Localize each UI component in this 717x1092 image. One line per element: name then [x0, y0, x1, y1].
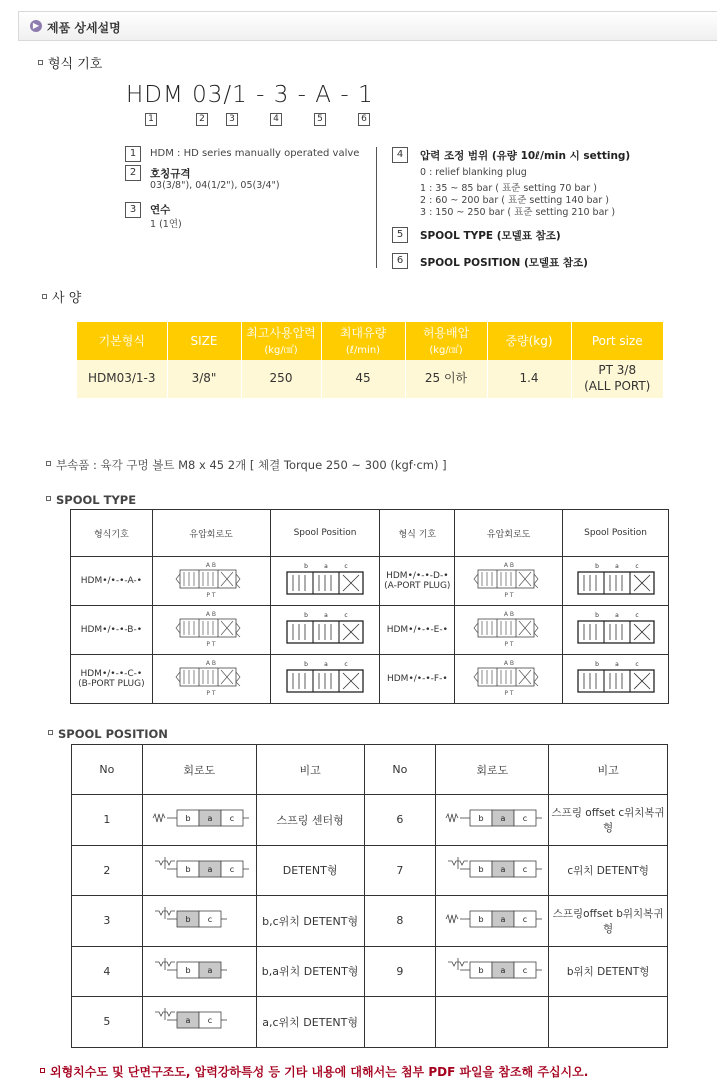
desc-4-line: 1 : 35 ~ 85 bar ( 표준 setting 70 bar ) [420, 183, 597, 194]
spool-position-icon [271, 560, 380, 603]
sp-header-cell: No [72, 745, 143, 795]
desc-num-5: 5 [392, 227, 408, 243]
sp-note-cell: b,c위치 DETENT형 [256, 896, 364, 947]
svg-text:b: b [478, 915, 484, 925]
sp-diagram-cell [436, 896, 549, 947]
spec-header-cell: 기본형식 [77, 322, 167, 360]
svg-text:c: c [344, 562, 348, 570]
desc-num-3: 3 [125, 202, 141, 218]
svg-text:a: a [207, 814, 213, 824]
spool-type-header-row [71, 510, 669, 557]
svg-text:a: a [614, 660, 619, 668]
spec-cell: 25 이하 [405, 360, 487, 398]
sp-no-cell: 2 [72, 845, 143, 896]
port-label-ab: A B [206, 659, 217, 667]
svg-text:a: a [324, 562, 328, 570]
svg-text:b: b [185, 864, 191, 874]
model-num-2: 2 [196, 113, 208, 126]
divider-line [376, 147, 377, 268]
spool-type-table [70, 509, 669, 704]
svg-text:a: a [500, 814, 506, 824]
sp-note-cell: a,c위치 DETENT형 [256, 997, 364, 1048]
spool-position-icon [563, 609, 668, 652]
st-circuit-cell [152, 557, 270, 606]
section-spool-position [48, 727, 168, 741]
sp-note-cell: 스프링offset b위치복귀형 [549, 896, 668, 947]
desc-5-head: SPOOL TYPE (모델표 참조) [420, 230, 561, 242]
model-num-5: 5 [314, 113, 326, 126]
st-position-cell [270, 655, 380, 704]
spec-cell: 3/8" [167, 360, 241, 398]
port-label-pt: P T [206, 689, 216, 697]
model-num-3: 3 [226, 113, 238, 126]
svg-text:a: a [614, 562, 619, 570]
sp-note-cell: 스프링 센터형 [256, 795, 364, 846]
st-model-cell: HDM•/•-•-E-• [380, 606, 455, 655]
svg-text:c: c [344, 660, 348, 668]
hydraulic-circuit-icon [153, 658, 270, 701]
sp-no-cell: 7 [364, 845, 436, 896]
section-header-bar [18, 11, 717, 41]
section-model-code-label: 형식 기호 [48, 57, 103, 72]
svg-text:c: c [634, 660, 639, 668]
section-spool-type [46, 493, 136, 507]
bullet-icon [46, 496, 51, 501]
st-position-cell [563, 557, 669, 606]
desc-num-2: 2 [125, 165, 141, 181]
svg-text:a: a [324, 611, 328, 619]
sp-diagram-cell [436, 845, 549, 896]
svg-text:b: b [594, 611, 599, 619]
sp-diagram-cell [436, 997, 549, 1048]
section-spec-label: 사 양 [52, 291, 82, 306]
svg-text:b: b [478, 965, 484, 975]
desc-3-head: 연수 [150, 204, 171, 216]
desc-4-head: 압력 조정 범위 (유량 10ℓ/min 시 setting) [420, 150, 631, 162]
sp-diagram-cell [142, 997, 256, 1048]
desc-2-text: 03(3/8"), 04(1/2"), 05(3/4") [150, 180, 280, 191]
port-label-pt: P T [504, 591, 514, 599]
spec-cell: 1.4 [487, 360, 571, 398]
svg-text:a: a [500, 965, 506, 975]
svg-text:b: b [304, 660, 308, 668]
st-model-cell: HDM•/•-•-F-• [380, 655, 455, 704]
spool-type-row [71, 557, 669, 606]
footer-note [40, 1063, 588, 1080]
bullet-icon [48, 730, 53, 735]
sp-diagram-cell [436, 946, 549, 997]
spool-position-row [72, 845, 668, 896]
st-header-cell: Spool Position [270, 510, 380, 557]
svg-text:a: a [614, 611, 619, 619]
st-header-cell: 유압회로도 [455, 510, 563, 557]
svg-text:c: c [634, 611, 639, 619]
spec-cell: HDM03/1-3 [77, 360, 167, 398]
bullet-icon [42, 294, 47, 299]
footer-text: 외형치수도 및 단면구조도, 압력강하특성 등 기타 내용에 대해서는 첨부 PDF 파일을 참조해 주십시오. [50, 1065, 589, 1079]
svg-text:a: a [207, 864, 213, 874]
sp-note-cell: c위치 DETENT형 [549, 845, 668, 896]
spool-detent-diagram-icon [143, 855, 256, 886]
spool-detent-diagram-icon [143, 1006, 256, 1037]
spool-position-row [72, 997, 668, 1048]
svg-text:a: a [500, 915, 506, 925]
spool-position-row [72, 795, 668, 846]
desc-4-line: 2 : 60 ~ 200 bar ( 표준 setting 140 bar ) [420, 195, 609, 206]
st-circuit-cell [455, 655, 563, 704]
port-label-ab: A B [503, 610, 514, 618]
svg-text:c: c [230, 864, 235, 874]
svg-text:c: c [208, 915, 213, 925]
spool-detent-diagram-icon [143, 804, 256, 835]
spec-table [77, 322, 663, 398]
spool-detent-diagram-icon [143, 956, 256, 987]
model-num-1: 1 [145, 113, 157, 126]
sp-header-cell: 비고 [549, 745, 668, 795]
sp-no-cell: 6 [364, 795, 436, 846]
spec-header-cell: SIZE [167, 322, 241, 360]
spool-detent-diagram-icon [436, 804, 548, 835]
st-header-cell: 형식기호 [71, 510, 153, 557]
st-position-cell [270, 557, 380, 606]
spool-position-icon [271, 609, 380, 652]
desc-6-head: SPOOL POSITION (모델표 참조) [420, 257, 588, 269]
bullet-icon [40, 1068, 45, 1073]
svg-text:c: c [230, 814, 235, 824]
arrow-circle-icon: ▶ [30, 20, 42, 32]
svg-text:a: a [324, 660, 328, 668]
section-spool-position-label: SPOOL POSITION [58, 727, 168, 741]
svg-text:b: b [478, 814, 484, 824]
svg-text:b: b [478, 864, 484, 874]
spool-position-icon [271, 658, 380, 701]
svg-text:b: b [185, 814, 191, 824]
spool-position-table [71, 744, 668, 1048]
sp-diagram-cell [142, 795, 256, 846]
desc-4-line: 0 : relief blanking plug [420, 167, 527, 178]
port-label-ab: A B [503, 561, 514, 569]
model-num-4: 4 [270, 113, 282, 126]
sp-no-cell: 3 [72, 896, 143, 947]
desc-2-head: 호칭규격 [150, 168, 191, 180]
sp-diagram-cell [142, 946, 256, 997]
spec-cell: 45 [321, 360, 405, 398]
spool-position-row [72, 896, 668, 947]
port-label-pt: P T [504, 689, 514, 697]
spool-type-row [71, 655, 669, 704]
st-header-cell: 형식 기호 [380, 510, 455, 557]
port-label-ab: A B [503, 659, 514, 667]
desc-num-4: 4 [392, 147, 408, 163]
sp-note-cell: 스프링 offset c위치복귀형 [549, 795, 668, 846]
sp-diagram-cell [142, 845, 256, 896]
st-circuit-cell [455, 606, 563, 655]
desc-num-1: 1 [125, 146, 141, 162]
spec-header-cell: 최고사용압력 (kg/㎠) [241, 322, 321, 360]
svg-text:c: c [208, 1016, 213, 1026]
spool-position-row [72, 946, 668, 997]
spec-header-row [77, 322, 663, 360]
svg-text:a: a [207, 965, 213, 975]
desc-num-6: 6 [392, 253, 408, 269]
st-model-cell: HDM•/•-•-A-• [71, 557, 153, 606]
st-position-cell [563, 655, 669, 704]
svg-text:b: b [594, 562, 599, 570]
sp-note-cell [549, 997, 668, 1048]
svg-text:a: a [185, 1016, 191, 1026]
section-spec [42, 287, 81, 306]
spool-position-icon [563, 560, 668, 603]
svg-text:c: c [523, 965, 528, 975]
sp-header-cell: No [364, 745, 436, 795]
spool-detent-diagram-icon [436, 855, 548, 886]
sp-diagram-cell [142, 896, 256, 947]
sp-diagram-cell [436, 795, 549, 846]
spool-position-header-row [72, 745, 668, 795]
spool-position-icon [563, 658, 668, 701]
st-circuit-cell [152, 655, 270, 704]
st-model-cell: HDM•/•-•-B-• [71, 606, 153, 655]
st-position-cell [563, 606, 669, 655]
svg-text:c: c [634, 562, 639, 570]
spool-detent-diagram-icon [436, 905, 548, 936]
svg-text:c: c [523, 814, 528, 824]
st-model-cell: HDM•/•-•-C-• (B-PORT PLUG) [71, 655, 153, 704]
model-num-6: 6 [358, 113, 370, 126]
svg-text:c: c [523, 864, 528, 874]
st-position-cell [270, 606, 380, 655]
hydraulic-circuit-icon [153, 560, 270, 603]
spec-header-cell: 중량(kg) [487, 322, 571, 360]
hydraulic-circuit-icon [455, 609, 562, 652]
spec-data-row [77, 360, 663, 398]
spool-type-row [71, 606, 669, 655]
sp-note-cell: DETENT형 [256, 845, 364, 896]
st-header-cell: 유압회로도 [152, 510, 270, 557]
accessory-line [46, 457, 447, 473]
bullet-icon [38, 60, 43, 65]
section-spool-type-label: SPOOL TYPE [56, 493, 137, 507]
spec-cell: 250 [241, 360, 321, 398]
sp-no-cell: 8 [364, 896, 436, 947]
desc-4-line: 3 : 150 ~ 250 bar ( 표준 setting 210 bar ) [420, 207, 616, 218]
desc-1-text: HDM : HD series manually operated valve [150, 148, 360, 159]
port-label-pt: P T [206, 591, 216, 599]
sp-header-cell: 회로도 [142, 745, 256, 795]
hydraulic-circuit-icon [455, 560, 562, 603]
port-label-ab: A B [206, 561, 217, 569]
spec-header-cell: 최대유량 (ℓ/min) [321, 322, 405, 360]
desc-3-text: 1 (1연) [150, 219, 182, 230]
st-circuit-cell [152, 606, 270, 655]
spool-detent-diagram-icon [143, 905, 256, 936]
bullet-icon [46, 461, 51, 466]
svg-text:c: c [523, 915, 528, 925]
st-header-cell: Spool Position [563, 510, 669, 557]
sp-note-cell: b,a위치 DETENT형 [256, 946, 364, 997]
st-model-cell: HDM•/•-•-D-• (A-PORT PLUG) [380, 557, 455, 606]
sp-no-cell: 1 [72, 795, 143, 846]
section-header-title: 제품 상세설명 [47, 21, 121, 35]
accessory-text: 부속품 : 육각 구멍 볼트 M8 x 45 2개 [ 체결 Torque 250 ~ 300 (kgf·cm) ] [56, 458, 447, 472]
svg-text:b: b [185, 965, 191, 975]
sp-no-cell [364, 997, 436, 1048]
spool-detent-diagram-icon [436, 956, 548, 987]
hydraulic-circuit-icon [153, 609, 270, 652]
svg-text:b: b [185, 915, 191, 925]
sp-no-cell: 9 [364, 946, 436, 997]
sp-no-cell: 4 [72, 946, 143, 997]
sp-header-cell: 비고 [256, 745, 364, 795]
svg-text:c: c [344, 611, 348, 619]
port-label-pt: P T [206, 640, 216, 648]
spec-header-cell: Port size [571, 322, 663, 360]
port-label-pt: P T [504, 640, 514, 648]
sp-note-cell: b위치 DETENT형 [549, 946, 668, 997]
sp-no-cell: 5 [72, 997, 143, 1048]
model-code: HDM 03/1 - 3 - A - 1 [126, 82, 374, 108]
svg-text:b: b [304, 562, 308, 570]
st-circuit-cell [455, 557, 563, 606]
sp-header-cell: 회로도 [436, 745, 549, 795]
svg-text:a: a [500, 864, 506, 874]
spec-cell: PT 3/8 (ALL PORT) [571, 360, 663, 398]
spec-header-cell: 허용배압 (kg/㎠) [405, 322, 487, 360]
section-model-code [38, 53, 102, 72]
port-label-ab: A B [206, 610, 217, 618]
hydraulic-circuit-icon [455, 658, 562, 701]
svg-text:b: b [304, 611, 308, 619]
svg-text:b: b [594, 660, 599, 668]
